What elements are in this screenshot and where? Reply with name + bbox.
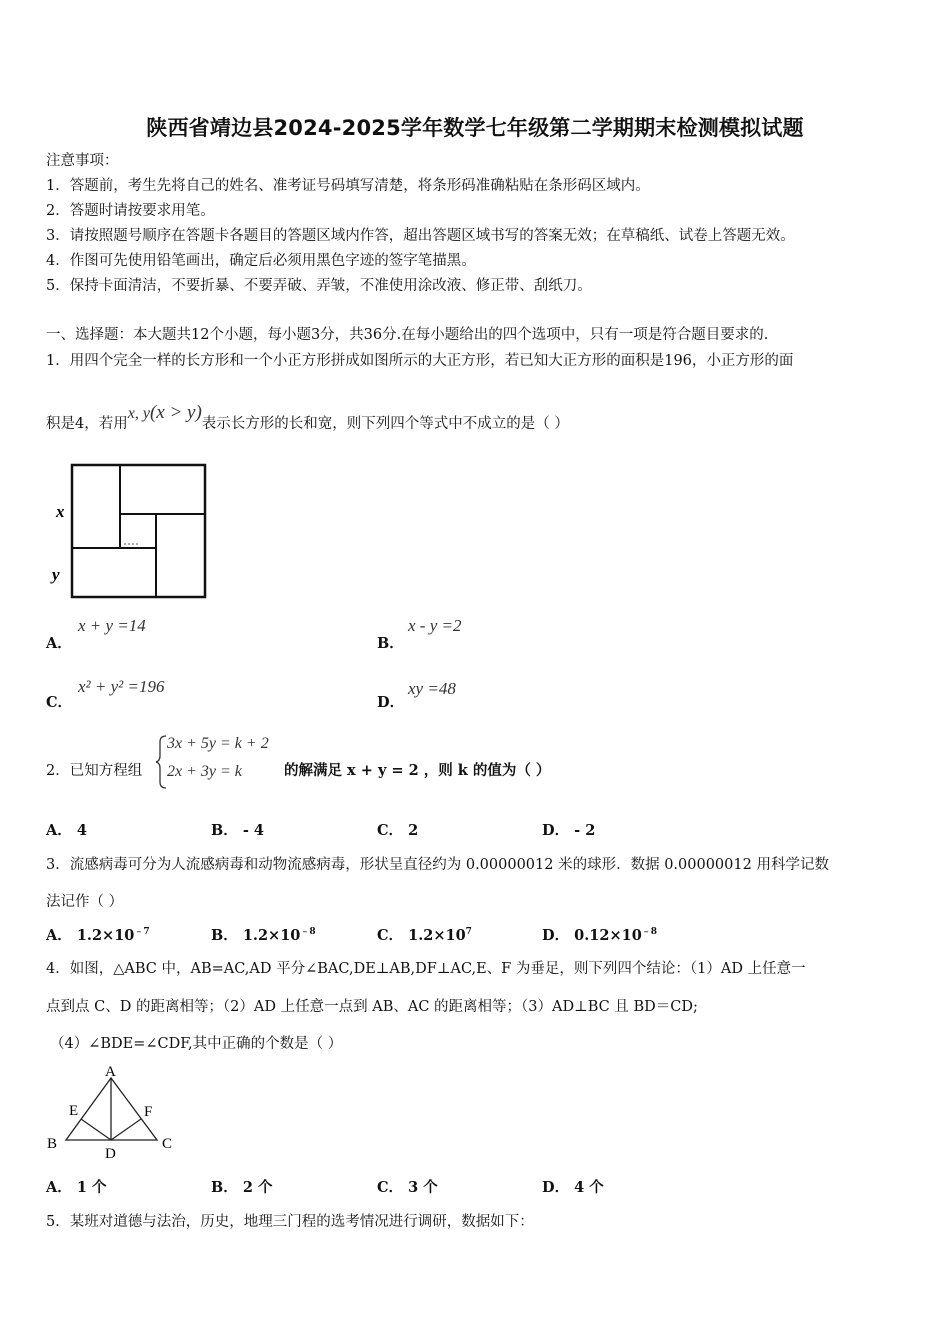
question-4-line3: （4）∠BDE=∠CDF,其中正确的个数是（ ） [50,1036,343,1052]
option-d-expression: xy =48 [408,679,456,698]
option-exponent: ﹣8 [300,927,316,938]
question-text: 流感病毒可分为人流感病毒和动物流感病毒，形状呈直径约为 0.00000012 米的球形．数据 0.00000012 用科学记数 [69,857,829,873]
option-a [46,1178,106,1198]
option-base: 0.12×10 [574,927,642,944]
option-a [46,926,150,946]
notice-item: 2．答题时请按要求用笔。 [46,203,215,219]
option-text: - 4 [242,822,264,839]
question-number: 1． [46,353,70,369]
question-number: 2． [46,763,70,779]
question-1-line1 [46,351,793,371]
notice-item: 4．作图可先使用铅笔画出，确定后必须用黑色字迹的签字笔描黑。 [46,253,476,269]
vertex-label-e: E [69,1103,79,1119]
question-4-line2: 点到点 C、D 的距离相等；（2）AD 上任意一点到 AB、AC 的距离相等；（3）AD⊥BC 且 BD＝CD; [46,999,698,1015]
option-letter: B． [377,635,404,652]
option-letter: A． [46,1179,72,1196]
option-letter: D． [542,927,570,944]
option-letter: D． [377,694,405,711]
math-vars: x, y [127,405,150,422]
option-exponent: ﹣7 [134,927,150,938]
option-letter: B． [211,822,238,839]
question-3-line1 [46,855,829,875]
option-c [377,1178,438,1198]
square-tiling-figure [44,455,219,605]
question-1-line2 [46,402,569,434]
vertex-label-b: B [47,1136,58,1152]
option-text: 2 [408,822,419,839]
option-letter: D． [542,1179,570,1196]
question-number: 3． [46,857,70,873]
option-letter: C． [377,1179,404,1196]
option-letter: C． [377,822,404,839]
question-text: 用四个完全一样的长方形和一个小正方形拼成如图所示的大正方形，若已知大正方形的面积是196，小正方形的面 [69,353,794,369]
option-letter: A． [46,822,72,839]
notice-heading: 注意事项： [46,153,119,169]
question-text: 已知方程组 [69,763,143,779]
question-4-line1 [46,959,806,979]
question-text: 积是4，若用 [46,416,128,432]
option-letter: C． [46,694,73,711]
vertex-label-d: D [105,1146,116,1162]
option-letter: D． [542,822,570,839]
option-d [542,821,595,841]
option-letter: A． [46,927,72,944]
section-heading: 一、选择题：本大题共12个小题，每小题3分，共36分.在每小题给出的四个选项中，只有一项是符合题目要求的. [46,327,769,343]
option-base: 1.2×10 [76,927,135,944]
option-text: 3 个 [408,1179,438,1196]
question-5-line1 [46,1212,534,1232]
question-text: 某班对道德与法治，历史，地理三门程的选考情况进行调研，数据如下： [69,1214,534,1230]
option-exponent: 7 [465,927,472,938]
option-text: 4 [76,822,87,839]
figure-label-y: y [52,565,60,584]
option-d [542,1178,604,1198]
vertex-label-f: F [144,1104,153,1120]
notice-item: 5．保持卡面清洁，不要折暴、不要弄破、弄皱，不准使用涂改液、修正带、刮纸刀。 [46,278,592,294]
question-number: 4． [46,961,70,977]
math-expression [127,402,202,423]
question-3-line2: 法记作（ ） [46,894,124,910]
figure-label-x: x [56,502,65,521]
option-b [211,1178,272,1198]
option-exponent: ﹣8 [641,927,658,938]
option-text: 2 个 [242,1179,273,1196]
option-a [46,821,87,841]
question-number: 5． [46,1214,70,1230]
page-title: 陕西省靖边县2024-2025学年数学七年级第二学期期末检测模拟试题 [146,116,804,140]
option-c-expression: x² + y² =196 [78,677,165,696]
option-base: 1.2×10 [408,927,466,944]
option-text: - 2 [574,822,596,839]
option-c [377,821,418,841]
notice-item: 1．答题前，考生先将自己的姓名、准考证号码填写清楚，将条形码准确粘贴在条形码区域内。 [46,178,650,194]
option-letter: B． [211,927,238,944]
option-b [211,821,264,841]
vertex-label-c: C [162,1136,173,1152]
triangle-figure [44,1062,184,1162]
option-b-expression: x - y =2 [408,616,462,635]
question-text: 如图，△ABC 中，AB=AC,AD 平分∠BAC,DE⊥AB,DF⊥AC,E、F 为垂足，则下列四个结论：（1）AD 上任意一 [69,961,806,977]
notice-item: 3．请按照题号顺序在答题卡各题目的答题区域内作答，超出答题区域书写的答案无效；在草稿纸、试卷上答题无效。 [46,228,795,244]
option-c [377,926,472,946]
option-letter: C． [377,927,404,944]
question-text: 表示长方形的长和宽，则下列四个等式中不成立的是（ ） [201,416,569,432]
equation-1: 3x + 5y = k + 2 [167,735,269,752]
vertex-label-a: A [105,1064,116,1080]
option-letter: A． [46,635,72,652]
option-b [211,926,316,946]
option-text: 1 个 [76,1179,107,1196]
question-2-post: 的解满足 x + y = 2 ，则 k 的值为（ ） [284,762,551,779]
option-letter: B． [211,1179,238,1196]
question-2-pre [46,761,142,781]
option-text: 4 个 [574,1179,604,1196]
equation-2: 2x + 3y = k [167,763,242,780]
option-base: 1.2×10 [242,927,301,944]
math-condition: (x > y) [149,402,202,423]
option-d [542,926,657,946]
option-a-expression: x + y =14 [78,616,146,635]
